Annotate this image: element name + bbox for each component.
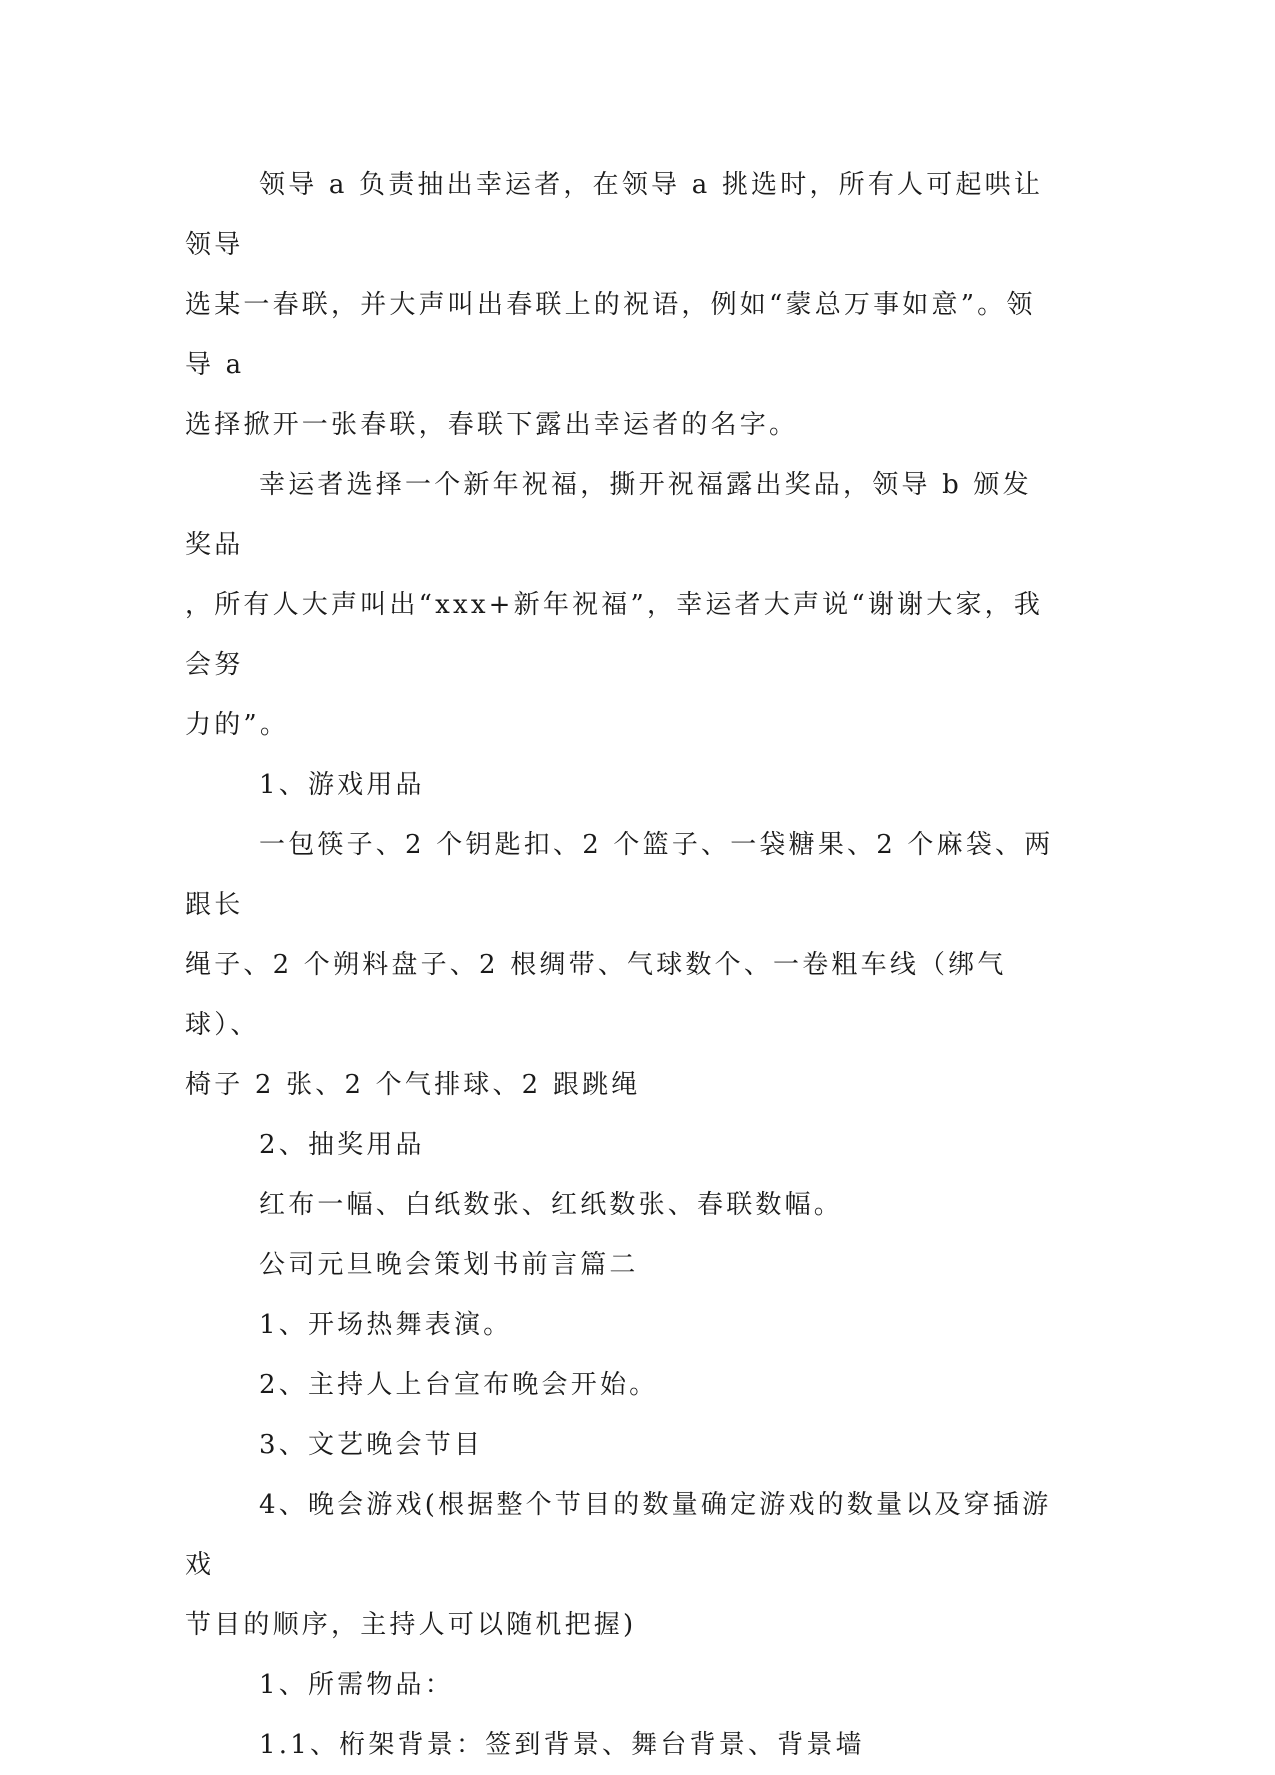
- heading-lottery-supplies: [185, 1115, 1055, 1175]
- text-line: 领导 a 负责抽出幸运者，在领导 a 挑选时，所有人可起哄让领导: [185, 170, 1044, 260]
- list-item-performances: [185, 1415, 1055, 1475]
- text-line: 节目的顺序，主持人可以随机把握): [185, 1610, 637, 1640]
- section-title: [185, 1235, 1055, 1295]
- text-line: 力的”。: [185, 710, 290, 740]
- text-line: ，所有人大声叫出“xxx+新年祝福”，幸运者大声说“谢谢大家，我会努: [185, 590, 1044, 680]
- text-line: 2、主持人上台宣布晚会开始。: [259, 1370, 659, 1400]
- text-line: 幸运者选择一个新年祝福，撕开祝福露出奖品，领导 b 颁发奖品: [185, 470, 1032, 560]
- text-line: 公司元旦晚会策划书前言篇二: [259, 1250, 639, 1280]
- paragraph-lucky-winner: [185, 455, 1055, 755]
- text-line: 3、文艺晚会节目: [259, 1430, 484, 1460]
- text-line: 1、开场热舞表演。: [259, 1310, 513, 1340]
- text-line: 2、抽奖用品: [259, 1130, 425, 1160]
- text-line: 椅子 2 张、2 个气排球、2 跟跳绳: [185, 1070, 641, 1100]
- document-body: [185, 155, 1055, 1775]
- text-line: 选择掀开一张春联，春联下露出幸运者的名字。: [185, 410, 799, 440]
- list-item-opening-dance: [185, 1295, 1055, 1355]
- list-item-host-opening: [185, 1355, 1055, 1415]
- text-line: 1、游戏用品: [259, 770, 425, 800]
- paragraph-lottery-leader-a: [185, 155, 1055, 455]
- paragraph-lottery-supplies-list: [185, 1175, 1055, 1235]
- text-line: 绳子、2 个朔料盘子、2 根绸带、气球数个、一卷粗车线（绑气球）、: [185, 950, 1007, 1040]
- text-line: 1.1、桁架背景：签到背景、舞台背景、背景墙: [259, 1730, 865, 1760]
- text-line: 选某一春联，并大声叫出春联上的祝语，例如“蒙总万事如意”。领导 a: [185, 290, 1036, 380]
- paragraph-game-supplies-list: [185, 815, 1055, 1115]
- heading-required-items: [185, 1655, 1055, 1715]
- heading-game-supplies: [185, 755, 1055, 815]
- text-line: 一包筷子、2 个钥匙扣、2 个篮子、一袋糖果、2 个麻袋、两跟长: [185, 830, 1054, 920]
- list-item-party-games: [185, 1475, 1055, 1655]
- text-line: 红布一幅、白纸数张、红纸数张、春联数幅。: [259, 1190, 844, 1220]
- text-line: 4、晚会游戏(根据整个节目的数量确定游戏的数量以及穿插游戏: [185, 1490, 1052, 1580]
- list-item-truss-backdrop: [185, 1715, 1055, 1775]
- text-line: 1、所需物品：: [259, 1670, 454, 1700]
